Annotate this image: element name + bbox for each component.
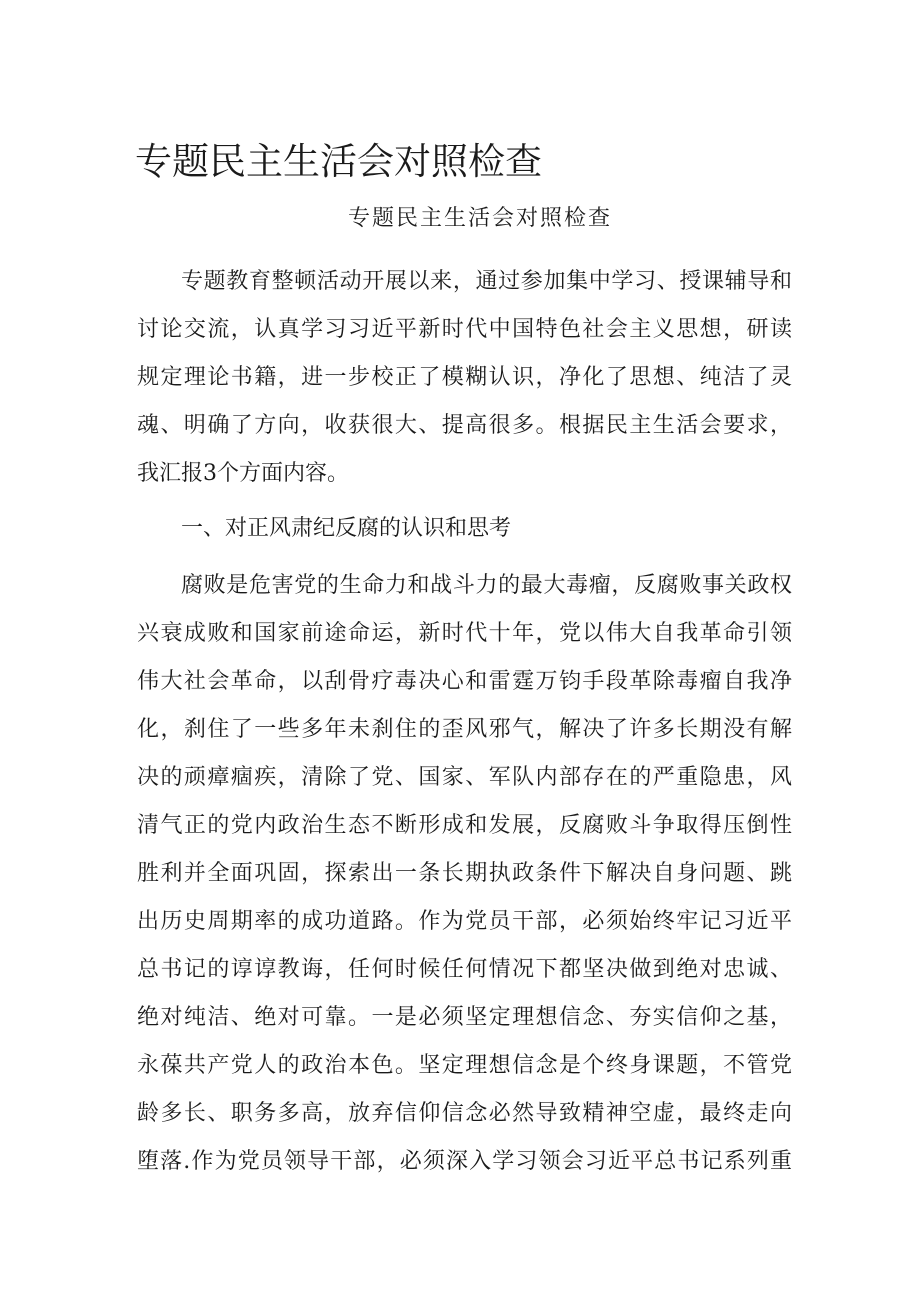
section-paragraph — [137, 562, 792, 1186]
paragraph-line: 腐败是危害党的生命力和战斗力的最大毒瘤，反腐败事关政权 — [181, 573, 792, 598]
paragraph-line: 专题教育整顿活动开展以来，通过参加集中学习、授课辅导和 — [181, 269, 792, 294]
paragraph-line: 绝对纯洁、绝对可靠。一是必须坚定理想信念、夯实信仰之基， — [137, 1005, 792, 1030]
paragraph-line: 出历史周期率的成功道路。作为党员干部，必须始终牢记习近平 — [137, 909, 792, 934]
paragraph-line: 伟大社会革命，以刮骨疗毒决心和雷霆万钧手段革除毒瘤自我净 — [137, 669, 792, 694]
paragraph-line: 永葆共产党人的政治本色。坚定理想信念是个终身课题，不管党 — [137, 1053, 792, 1078]
section-heading — [137, 505, 792, 553]
paragraph-line: 兴衰成败和国家前途命运，新时代十年，党以伟大自我革命引领 — [137, 621, 792, 646]
paragraph-line: 总书记的谆谆教诲，任何时候任何情况下都坚决做到绝对忠诚、 — [137, 957, 792, 982]
paragraph-line: 堕落.作为党员领导干部，必须深入学习领会习近平总书记系列重 — [137, 1149, 792, 1174]
paragraph-line: 龄多长、职务多高，放弃信仰信念必然导致精神空虚，最终走向 — [137, 1101, 792, 1126]
section-heading-text: 一、对正风肃纪反腐的认识和思考 — [181, 516, 512, 541]
paragraph-line: 胜利并全面巩固，探索出一条长期执政条件下解决自身问题、跳 — [137, 861, 792, 886]
paragraph-line: 决的顽瘴痼疾，清除了党、国家、军队内部存在的严重隐患，风 — [137, 765, 792, 790]
document-title: 专题民主生活会对照检查 — [135, 140, 542, 183]
document-subtitle: 专题民主生活会对照检查 — [347, 206, 612, 231]
paragraph-line: 讨论交流，认真学习习近平新时代中国特色社会主义思想，研读 — [137, 317, 792, 342]
paragraph-line: 清气正的党内政治生态不断形成和发展，反腐败斗争取得压倒性 — [137, 813, 792, 838]
paragraph-line: 魂、明确了方向，收获很大、提高很多。根据民主生活会要求， — [137, 413, 792, 438]
paragraph-line: 我汇报3个方面内容。 — [137, 461, 349, 486]
intro-paragraph — [137, 258, 792, 498]
paragraph-line: 规定理论书籍，进一步校正了模糊认识，净化了思想、纯洁了灵 — [137, 365, 792, 390]
paragraph-line: 化，刹住了一些多年未刹住的歪风邪气，解决了许多长期没有解 — [137, 717, 792, 742]
